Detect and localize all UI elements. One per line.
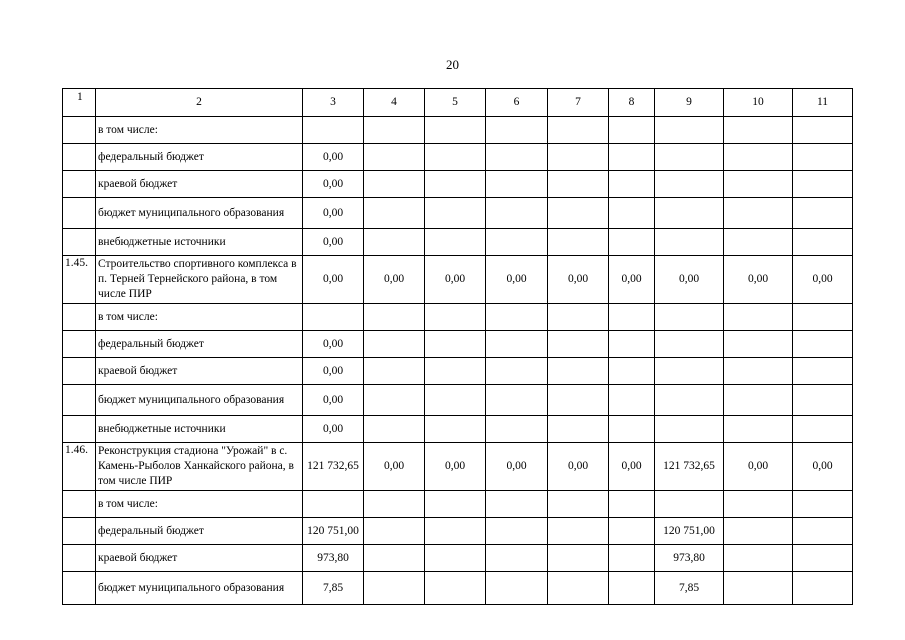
amount-cell: 973,80: [303, 545, 364, 572]
amount-cell: [486, 572, 548, 605]
amount-cell: [486, 304, 548, 331]
item-name-cell: бюджет муниципального образования: [96, 385, 303, 416]
amount-cell: [486, 358, 548, 385]
amount-cell: [655, 416, 724, 443]
item-number-cell: [63, 171, 96, 198]
amount-cell: [609, 304, 655, 331]
item-number-cell: [63, 198, 96, 229]
amount-cell: [548, 385, 609, 416]
amount-cell: [486, 385, 548, 416]
amount-cell: 0,00: [724, 443, 793, 491]
amount-cell: [364, 144, 425, 171]
header-cell: 1: [63, 89, 96, 117]
amount-cell: [425, 198, 486, 229]
table-row: [63, 256, 853, 304]
amount-cell: [486, 198, 548, 229]
item-number-cell: 1.46.: [63, 443, 96, 491]
amount-cell: [609, 358, 655, 385]
amount-cell: [364, 171, 425, 198]
amount-cell: 120 751,00: [655, 518, 724, 545]
amount-cell: [548, 198, 609, 229]
item-name-cell: федеральный бюджет: [96, 331, 303, 358]
amount-cell: [724, 385, 793, 416]
amount-cell: [425, 117, 486, 144]
amount-cell: 973,80: [655, 545, 724, 572]
table-row: [63, 385, 853, 416]
amount-cell: [655, 144, 724, 171]
amount-cell: 0,00: [364, 443, 425, 491]
amount-cell: [609, 491, 655, 518]
table-row: [63, 304, 853, 331]
amount-cell: 0,00: [425, 256, 486, 304]
table-row: [63, 229, 853, 256]
amount-cell: [609, 229, 655, 256]
item-number-cell: [63, 304, 96, 331]
amount-cell: [548, 358, 609, 385]
amount-cell: [364, 198, 425, 229]
amount-cell: [486, 117, 548, 144]
item-name-cell: краевой бюджет: [96, 545, 303, 572]
amount-cell: [655, 491, 724, 518]
amount-cell: [793, 518, 853, 545]
header-cell: 2: [96, 89, 303, 117]
amount-cell: [609, 331, 655, 358]
amount-cell: 0,00: [303, 256, 364, 304]
amount-cell: [303, 491, 364, 518]
amount-cell: 120 751,00: [303, 518, 364, 545]
amount-cell: [425, 171, 486, 198]
table-body: [63, 117, 853, 605]
amount-cell: [486, 518, 548, 545]
amount-cell: [793, 385, 853, 416]
amount-cell: [793, 171, 853, 198]
amount-cell: 0,00: [303, 331, 364, 358]
item-number-cell: [63, 331, 96, 358]
amount-cell: [793, 491, 853, 518]
amount-cell: [793, 331, 853, 358]
amount-cell: 121 732,65: [303, 443, 364, 491]
amount-cell: [609, 144, 655, 171]
amount-cell: 0,00: [303, 144, 364, 171]
header-cell: 6: [486, 89, 548, 117]
amount-cell: [303, 304, 364, 331]
amount-cell: 0,00: [425, 443, 486, 491]
amount-cell: [793, 416, 853, 443]
header-cell: 10: [724, 89, 793, 117]
amount-cell: [655, 198, 724, 229]
item-name-cell: бюджет муниципального образования: [96, 198, 303, 229]
amount-cell: [655, 358, 724, 385]
item-name-cell: краевой бюджет: [96, 171, 303, 198]
amount-cell: [548, 304, 609, 331]
amount-cell: [548, 144, 609, 171]
amount-cell: [364, 416, 425, 443]
amount-cell: [486, 144, 548, 171]
item-number-cell: [63, 572, 96, 605]
amount-cell: [793, 545, 853, 572]
table-row: [63, 572, 853, 605]
amount-cell: 0,00: [303, 416, 364, 443]
amount-cell: [425, 491, 486, 518]
amount-cell: [425, 572, 486, 605]
amount-cell: [364, 331, 425, 358]
item-name-cell: внебюджетные источники: [96, 229, 303, 256]
amount-cell: [793, 572, 853, 605]
item-number-cell: [63, 518, 96, 545]
amount-cell: 7,85: [655, 572, 724, 605]
amount-cell: [793, 304, 853, 331]
amount-cell: [655, 385, 724, 416]
table-row: [63, 358, 853, 385]
amount-cell: [724, 518, 793, 545]
amount-cell: [548, 491, 609, 518]
amount-cell: [724, 572, 793, 605]
amount-cell: [425, 304, 486, 331]
amount-cell: [486, 171, 548, 198]
amount-cell: [548, 171, 609, 198]
header-row: [63, 89, 853, 117]
amount-cell: 0,00: [655, 256, 724, 304]
amount-cell: [548, 416, 609, 443]
amount-cell: [364, 358, 425, 385]
table-row: [63, 443, 853, 491]
amount-cell: 0,00: [303, 171, 364, 198]
item-name-cell: в том числе:: [96, 491, 303, 518]
amount-cell: [364, 518, 425, 545]
amount-cell: [609, 518, 655, 545]
amount-cell: [364, 229, 425, 256]
header-cell: 4: [364, 89, 425, 117]
amount-cell: 0,00: [793, 443, 853, 491]
amount-cell: [486, 545, 548, 572]
table-row: [63, 117, 853, 144]
item-number-cell: [63, 117, 96, 144]
amount-cell: [724, 331, 793, 358]
amount-cell: 0,00: [548, 256, 609, 304]
item-number-cell: [63, 358, 96, 385]
table-row: [63, 545, 853, 572]
amount-cell: [425, 358, 486, 385]
amount-cell: 0,00: [609, 256, 655, 304]
amount-cell: [425, 144, 486, 171]
amount-cell: [724, 144, 793, 171]
amount-cell: [724, 117, 793, 144]
amount-cell: [609, 198, 655, 229]
item-name-cell: в том числе:: [96, 304, 303, 331]
header-cell: 9: [655, 89, 724, 117]
amount-cell: [655, 171, 724, 198]
header-cell: 5: [425, 89, 486, 117]
amount-cell: [655, 304, 724, 331]
item-name-cell: Реконструкция стадиона "Урожай" в с. Камень-Рыболов Ханкайского района, в том числе ПИР: [96, 443, 303, 491]
amount-cell: [364, 491, 425, 518]
amount-cell: [655, 117, 724, 144]
item-name-cell: федеральный бюджет: [96, 518, 303, 545]
item-name-cell: федеральный бюджет: [96, 144, 303, 171]
amount-cell: [364, 304, 425, 331]
item-number-cell: 1.45.: [63, 256, 96, 304]
amount-cell: 0,00: [303, 358, 364, 385]
item-number-cell: [63, 416, 96, 443]
amount-cell: [486, 331, 548, 358]
amount-cell: [793, 198, 853, 229]
amount-cell: [486, 416, 548, 443]
amount-cell: 0,00: [724, 256, 793, 304]
table-row: [63, 416, 853, 443]
amount-cell: 0,00: [303, 198, 364, 229]
amount-cell: 0,00: [609, 443, 655, 491]
amount-cell: [548, 518, 609, 545]
amount-cell: [303, 117, 364, 144]
header-cell: 3: [303, 89, 364, 117]
amount-cell: [724, 358, 793, 385]
amount-cell: [425, 518, 486, 545]
table-row: [63, 518, 853, 545]
amount-cell: [425, 545, 486, 572]
amount-cell: [609, 385, 655, 416]
amount-cell: [724, 491, 793, 518]
item-name-cell: краевой бюджет: [96, 358, 303, 385]
table-row: [63, 331, 853, 358]
amount-cell: [364, 572, 425, 605]
amount-cell: [724, 198, 793, 229]
amount-cell: [548, 545, 609, 572]
item-number-cell: [63, 545, 96, 572]
amount-cell: [793, 144, 853, 171]
amount-cell: [724, 304, 793, 331]
amount-cell: [655, 229, 724, 256]
table-row: [63, 171, 853, 198]
budget-table: [62, 88, 853, 605]
amount-cell: 0,00: [303, 229, 364, 256]
amount-cell: [609, 572, 655, 605]
amount-cell: 0,00: [486, 256, 548, 304]
amount-cell: [724, 171, 793, 198]
amount-cell: [793, 358, 853, 385]
amount-cell: 0,00: [486, 443, 548, 491]
table-row: [63, 491, 853, 518]
amount-cell: 121 732,65: [655, 443, 724, 491]
amount-cell: [724, 416, 793, 443]
amount-cell: [609, 416, 655, 443]
amount-cell: [364, 117, 425, 144]
item-number-cell: [63, 144, 96, 171]
amount-cell: 0,00: [364, 256, 425, 304]
amount-cell: [486, 491, 548, 518]
item-number-cell: [63, 491, 96, 518]
header-cell: 11: [793, 89, 853, 117]
amount-cell: [548, 572, 609, 605]
amount-cell: 0,00: [303, 385, 364, 416]
header-cell: 8: [609, 89, 655, 117]
item-name-cell: внебюджетные источники: [96, 416, 303, 443]
amount-cell: [609, 171, 655, 198]
item-name-cell: бюджет муниципального образования: [96, 572, 303, 605]
table-row: [63, 198, 853, 229]
amount-cell: [793, 117, 853, 144]
amount-cell: [724, 545, 793, 572]
amount-cell: 0,00: [548, 443, 609, 491]
item-number-cell: [63, 385, 96, 416]
amount-cell: [609, 117, 655, 144]
amount-cell: [364, 545, 425, 572]
amount-cell: [793, 229, 853, 256]
header-cell: 7: [548, 89, 609, 117]
amount-cell: [425, 331, 486, 358]
amount-cell: 0,00: [793, 256, 853, 304]
amount-cell: [425, 229, 486, 256]
item-name-cell: в том числе:: [96, 117, 303, 144]
item-number-cell: [63, 229, 96, 256]
amount-cell: [425, 385, 486, 416]
amount-cell: [609, 545, 655, 572]
page-number: 20: [446, 57, 459, 72]
amount-cell: [655, 331, 724, 358]
amount-cell: [548, 229, 609, 256]
amount-cell: 7,85: [303, 572, 364, 605]
amount-cell: [425, 416, 486, 443]
amount-cell: [724, 229, 793, 256]
item-name-cell: Строительство спортивного комплекса в п. Терней Тернейского района, в том числе ПИР: [96, 256, 303, 304]
amount-cell: [548, 331, 609, 358]
amount-cell: [548, 117, 609, 144]
amount-cell: [486, 229, 548, 256]
table-row: [63, 144, 853, 171]
amount-cell: [364, 385, 425, 416]
